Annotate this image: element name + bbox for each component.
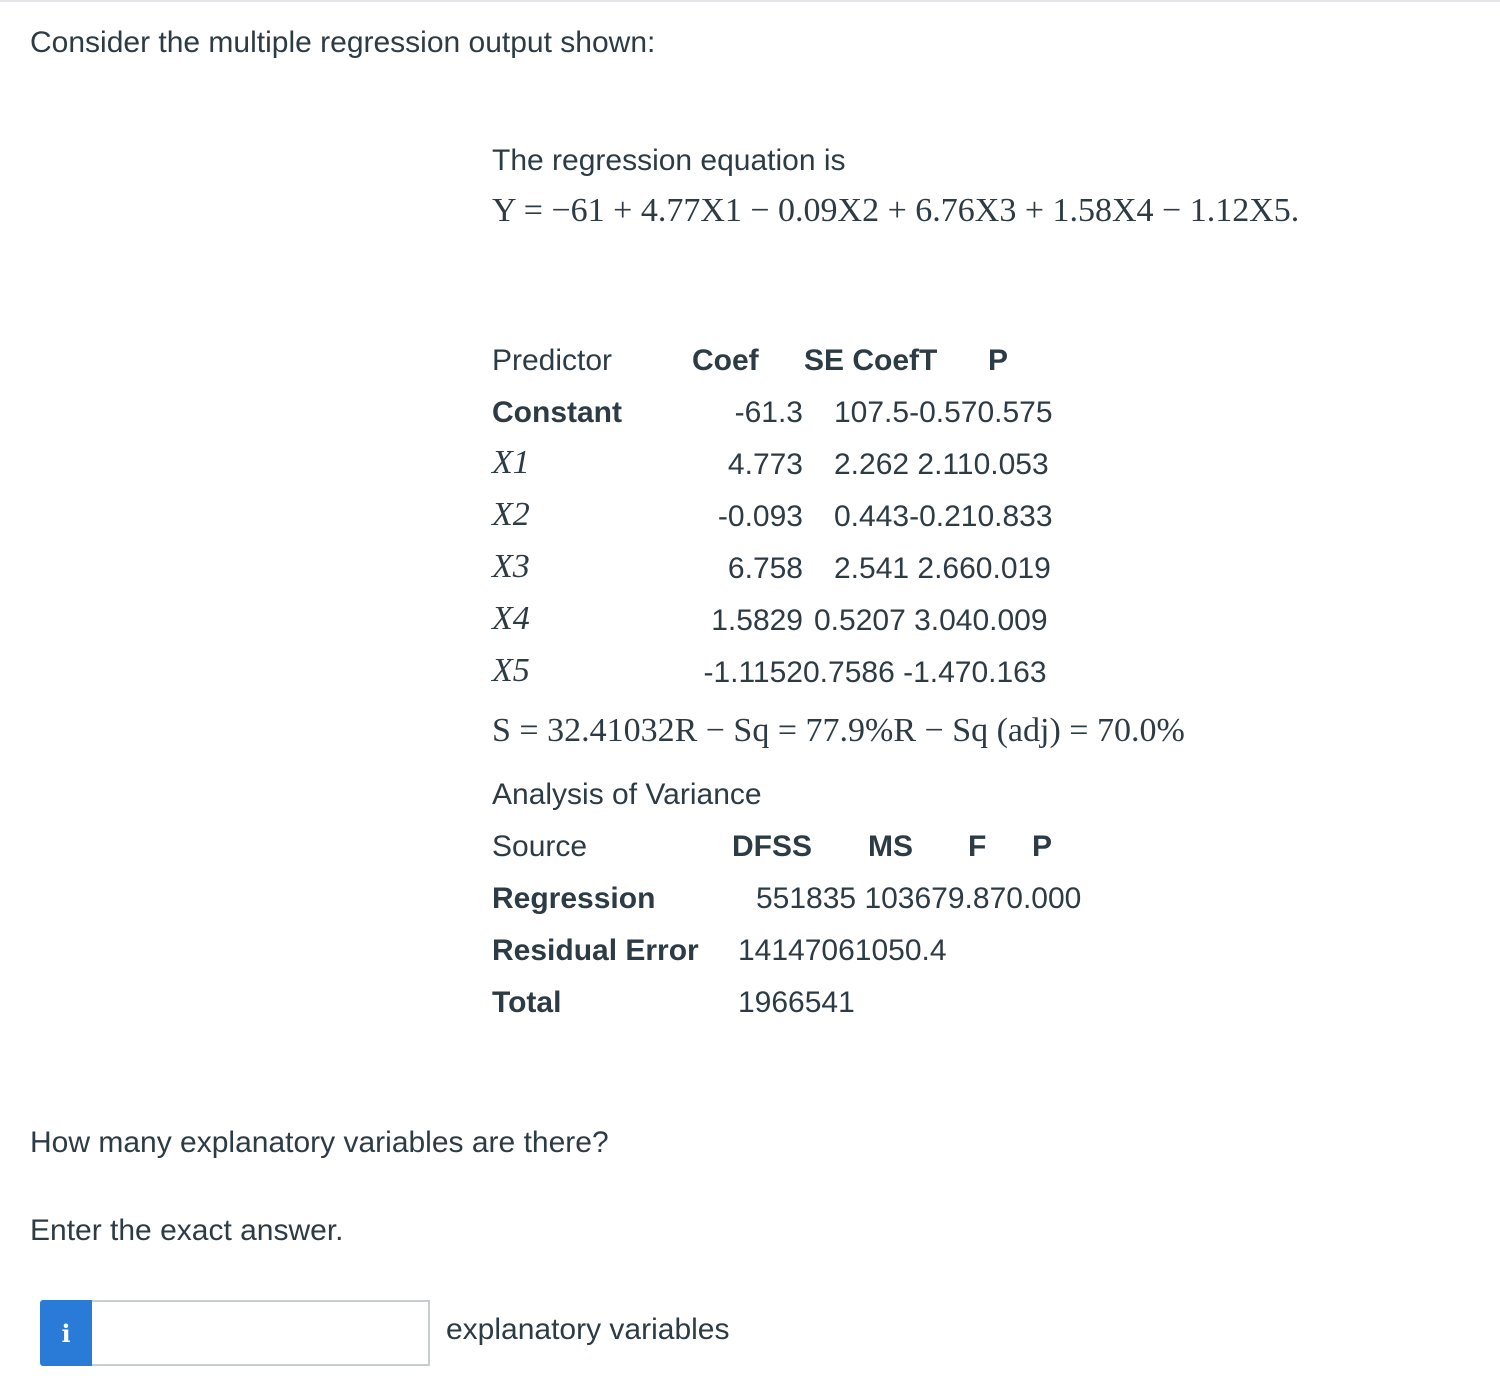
answer-instruction: Enter the exact answer. <box>30 1214 344 1247</box>
row-stats-x3: 2.541 2.660.019 <box>834 552 1051 585</box>
anova-source-residual: Residual Error <box>492 934 699 967</box>
fit-statistics: S = 32.41032R − Sq = 77.9%R − Sq (adj) = 70.0% <box>492 712 1185 749</box>
answer-unit-label: explanatory variables <box>446 1313 730 1346</box>
row-stats-constant: 107.5-0.570.575 <box>834 396 1053 429</box>
anova-values-total: 1966541 <box>738 986 855 1019</box>
row-predictor-x1: X1 <box>492 444 530 481</box>
anova-header-source: Source <box>492 830 588 863</box>
row-stats-x2: 0.443-0.210.833 <box>834 500 1053 533</box>
row-stats-x4: 0.5207 3.040.009 <box>814 604 1048 637</box>
header-coef: Coef <box>692 344 759 377</box>
row-coef-x3: 6.758 <box>727 552 803 585</box>
top-divider <box>0 0 1500 2</box>
row-coef-x4: 1.5829 <box>711 604 803 637</box>
answer-field <box>40 1300 430 1366</box>
anova-source-total: Total <box>492 986 562 1019</box>
row-predictor-x3: X3 <box>492 548 530 585</box>
row-coef-x2: -0.093 <box>717 500 803 533</box>
header-se-coef-t: SE CoefT <box>804 344 938 377</box>
row-predictor-x5: X5 <box>492 652 530 689</box>
anova-header-f: F <box>968 830 987 863</box>
anova-source-regression: Regression <box>492 882 656 915</box>
info-icon[interactable]: i <box>40 1300 92 1366</box>
row-stats-x1: 2.262 2.110.053 <box>834 448 1049 481</box>
answer-input[interactable] <box>92 1300 430 1366</box>
row-predictor-constant: Constant <box>492 396 622 429</box>
header-predictor: Predictor <box>492 344 613 377</box>
row-coef-x1: 4.773 <box>727 448 803 481</box>
question-prompt: How many explanatory variables are there? <box>30 1126 609 1159</box>
row-predictor-x2: X2 <box>492 496 530 533</box>
row-predictor-x4: X4 <box>492 600 530 637</box>
row-stats-x5: 0.7586 -1.470.163 <box>803 656 1047 689</box>
anova-header-ms: MS <box>868 830 913 863</box>
question-intro: Consider the multiple regression output shown: <box>30 26 656 59</box>
anova-values-regression: 551835 103679.870.000 <box>756 882 1082 915</box>
anova-header-dfss: DFSS <box>732 830 813 863</box>
anova-header-p: P <box>1032 830 1053 863</box>
row-coef-constant: -61.3 <box>734 396 803 429</box>
header-p: P <box>988 344 1009 377</box>
anova-title: Analysis of Variance <box>492 778 762 811</box>
row-coef-x5: -1.1152 <box>703 656 803 689</box>
equation-heading: The regression equation is <box>492 144 846 177</box>
regression-equation: Y = −61 + 4.77X1 − 0.09X2 + 6.76X3 + 1.58X4 − 1.12X5. <box>492 192 1300 229</box>
anova-values-residual: 14147061050.4 <box>738 934 947 967</box>
